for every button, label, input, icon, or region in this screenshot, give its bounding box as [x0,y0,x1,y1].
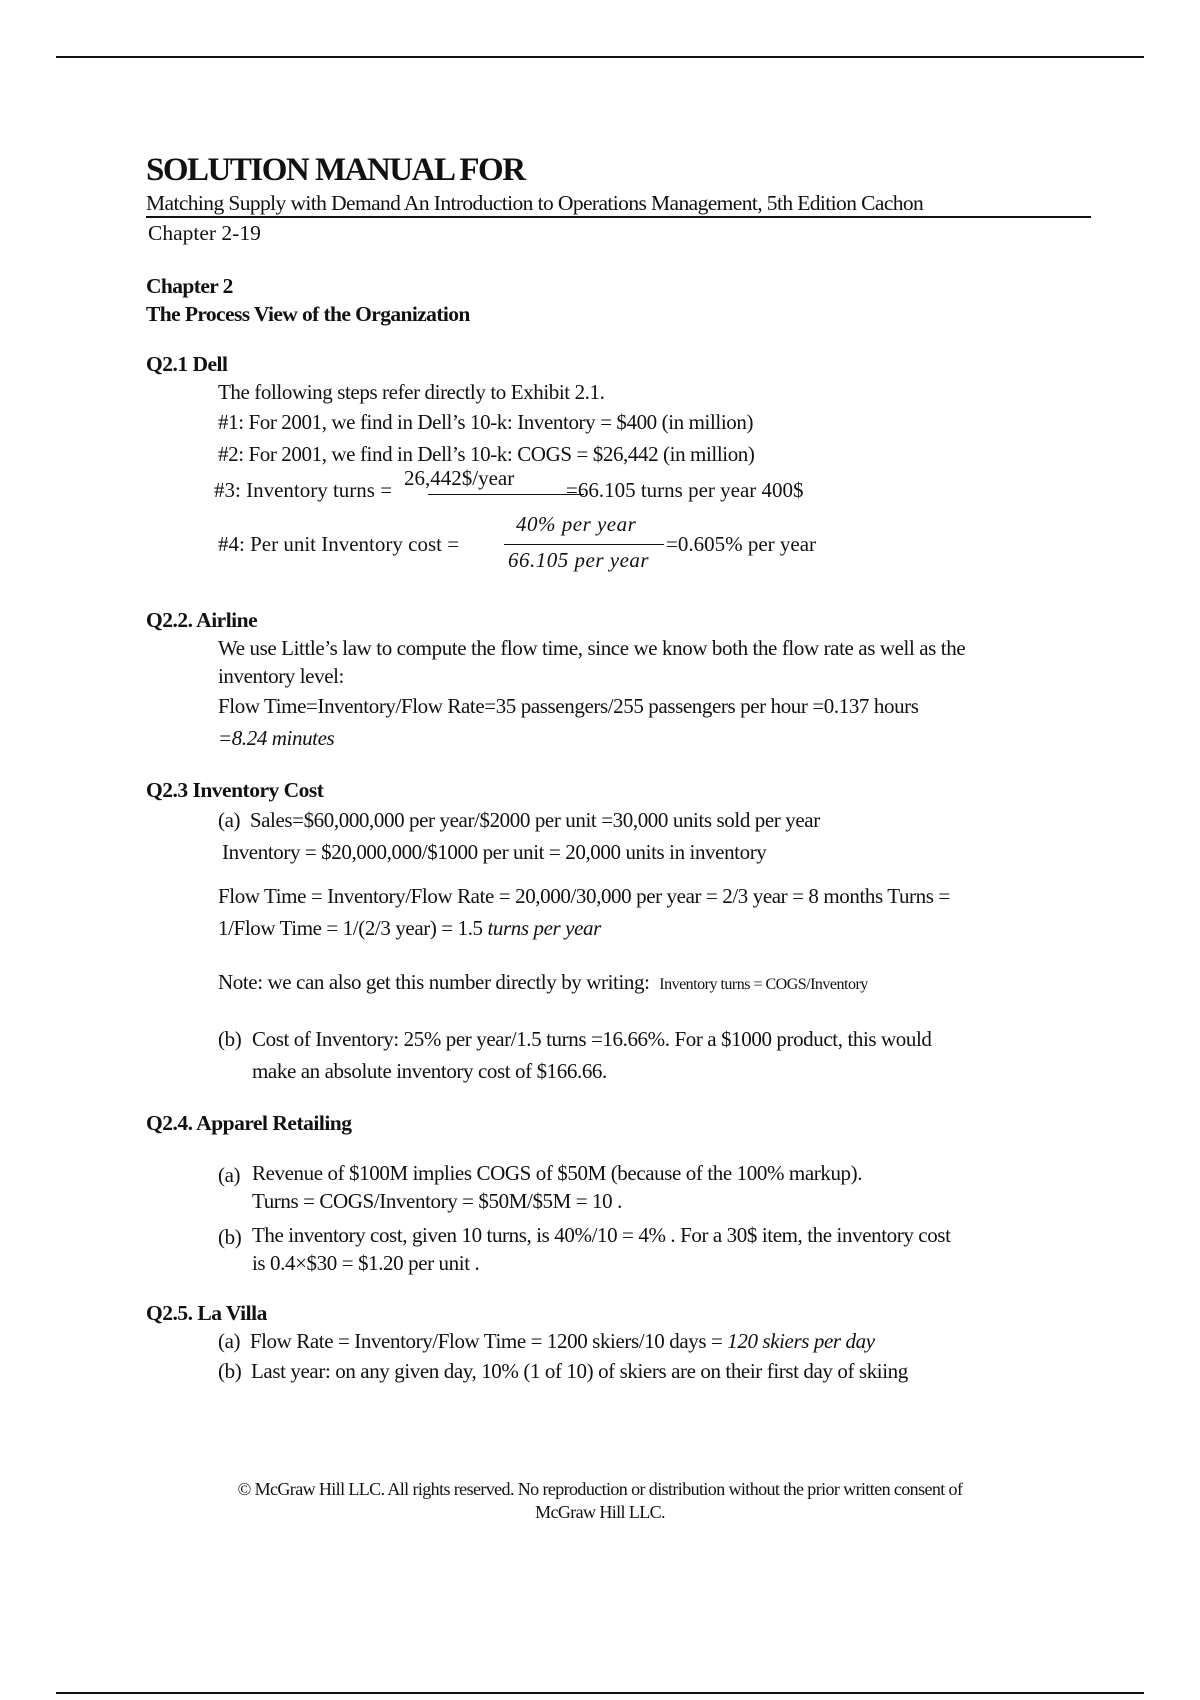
inventory-turns-formula [214,466,1096,512]
list-item-b [218,1221,1096,1277]
formula-label: #3: Inventory turns = [214,478,393,502]
list-item-a [218,804,1096,836]
item-text: Turns = COGS/Inventory = $50M/$5M = 10 . [252,1189,622,1213]
item-tag: (a) [218,1163,241,1187]
item-tag: (b) [218,1225,242,1249]
item-text: Flow Rate = Inventory/Flow Time = 1200 skiers/10 days = [249,1329,728,1353]
chapter-range: Chapter 2-19 [148,221,261,245]
item-text: Revenue of $100M implies COGS of $50M (because of the 100% markup). [252,1161,863,1185]
text-line: The following steps refer directly to Exhibit 2.1. [218,380,605,404]
question-heading: Q2.2. Airline [146,608,258,632]
chapter-number: Chapter 2 [146,274,233,298]
text-line: #1: For 2001, we find in Dell’s 10-k: Inventory = $400 (in million) [218,410,754,434]
copyright-footer [0,1478,1200,1524]
question-2-4 [146,1109,1096,1277]
formula-numerator [404,466,514,491]
text-italic: turns per year [487,916,601,940]
unit-inventory-cost-formula [218,512,1096,584]
item-text: The inventory cost, given 10 turns, is 40%/10 = 4% . For a 30$ item, the inventory cost [252,1223,951,1247]
list-item-b [218,1357,1096,1385]
document-body [146,150,1096,1385]
question-2-3 [146,776,1096,1087]
item-tag: (a) [218,1329,241,1353]
text-line: =8.24 minutes [218,726,335,750]
item-text: is 0.4×$30 = $1.20 per unit . [252,1251,480,1275]
numerator-text: 26,442$/year [404,466,515,490]
footer-line: © McGraw Hill LLC. All rights reserved. No reproduction or distribution without the prior written consent of [237,1479,963,1499]
question-heading: Q2.4. Apparel Retailing [146,1111,352,1135]
chapter-heading [146,272,1096,328]
formula-denominator: 66.105 per year [508,548,650,572]
formula-numerator: 40% per year [516,512,637,536]
item-text-italic: 120 skiers per day [727,1329,875,1353]
text-line: inventory level: [218,664,344,688]
question-2-1 [146,350,1096,584]
list-item-a [218,1159,1096,1215]
text-line: #2: For 2001, we find in Dell’s 10-k: COGS = $26,442 (in million) [218,442,755,466]
item-tag: (b) [218,1027,242,1051]
item-text: Cost of Inventory: 25% per year/1.5 turns =16.66%. For a $1000 product, this would [252,1027,932,1051]
top-rule [56,56,1144,58]
question-heading: Q2.1 Dell [146,352,228,376]
note-text: Note: we can also get this number directly by writing: [218,970,650,994]
chapter-title: The Process View of the Organization [146,302,470,326]
footer-line: McGraw Hill LLC. [535,1502,665,1522]
bottom-rule [56,1692,1144,1694]
item-text: Sales=$60,000,000 per year/$2000 per unit =30,000 units sold per year [249,808,820,832]
item-tag: (a) [218,808,241,832]
fraction-bar [428,494,584,495]
text-line: We use Little’s law to compute the flow time, since we know both the flow rate as well as the [218,636,966,660]
list-item-a [218,1327,1096,1355]
formula-result: =0.605% per year [666,532,817,556]
fraction-bar [504,544,664,545]
item-text: make an absolute inventory cost of $166.66. [252,1059,607,1083]
text-plain: 1/Flow Time = 1/(2/3 year) = 1.5 [218,916,488,940]
formula-result: =66.105 turns per year 400$ [566,478,804,502]
note-line [218,966,1096,1001]
list-item-b [218,1023,1096,1087]
text-line: Flow Time = Inventory/Flow Rate = 20,000/30,000 per year = 2/3 year = 8 months Turns = [218,884,950,908]
item-text: Last year: on any given day, 10% (1 of 10) of skiers are on their first day of skiing [251,1359,908,1383]
question-heading: Q2.3 Inventory Cost [146,778,324,802]
question-heading: Q2.5. La Villa [146,1301,267,1325]
note-formula: Inventory turns = COGS/Inventory [659,976,868,993]
formula-label: #4: Per unit Inventory cost = [218,532,460,556]
text-line [218,912,1096,944]
question-2-5 [146,1299,1096,1385]
text-line: Flow Time=Inventory/Flow Rate=35 passengers/255 passengers per hour =0.137 hours [218,694,919,718]
document-title: SOLUTION MANUAL FOR [146,152,525,188]
item-tag: (b) [218,1359,242,1383]
document-subtitle: Matching Supply with Demand An Introduction to Operations Management, 5th Edition Cachon [146,190,1091,218]
question-2-2 [146,606,1096,754]
text-line: Inventory = $20,000,000/$1000 per unit = 20,000 units in inventory [222,840,767,864]
